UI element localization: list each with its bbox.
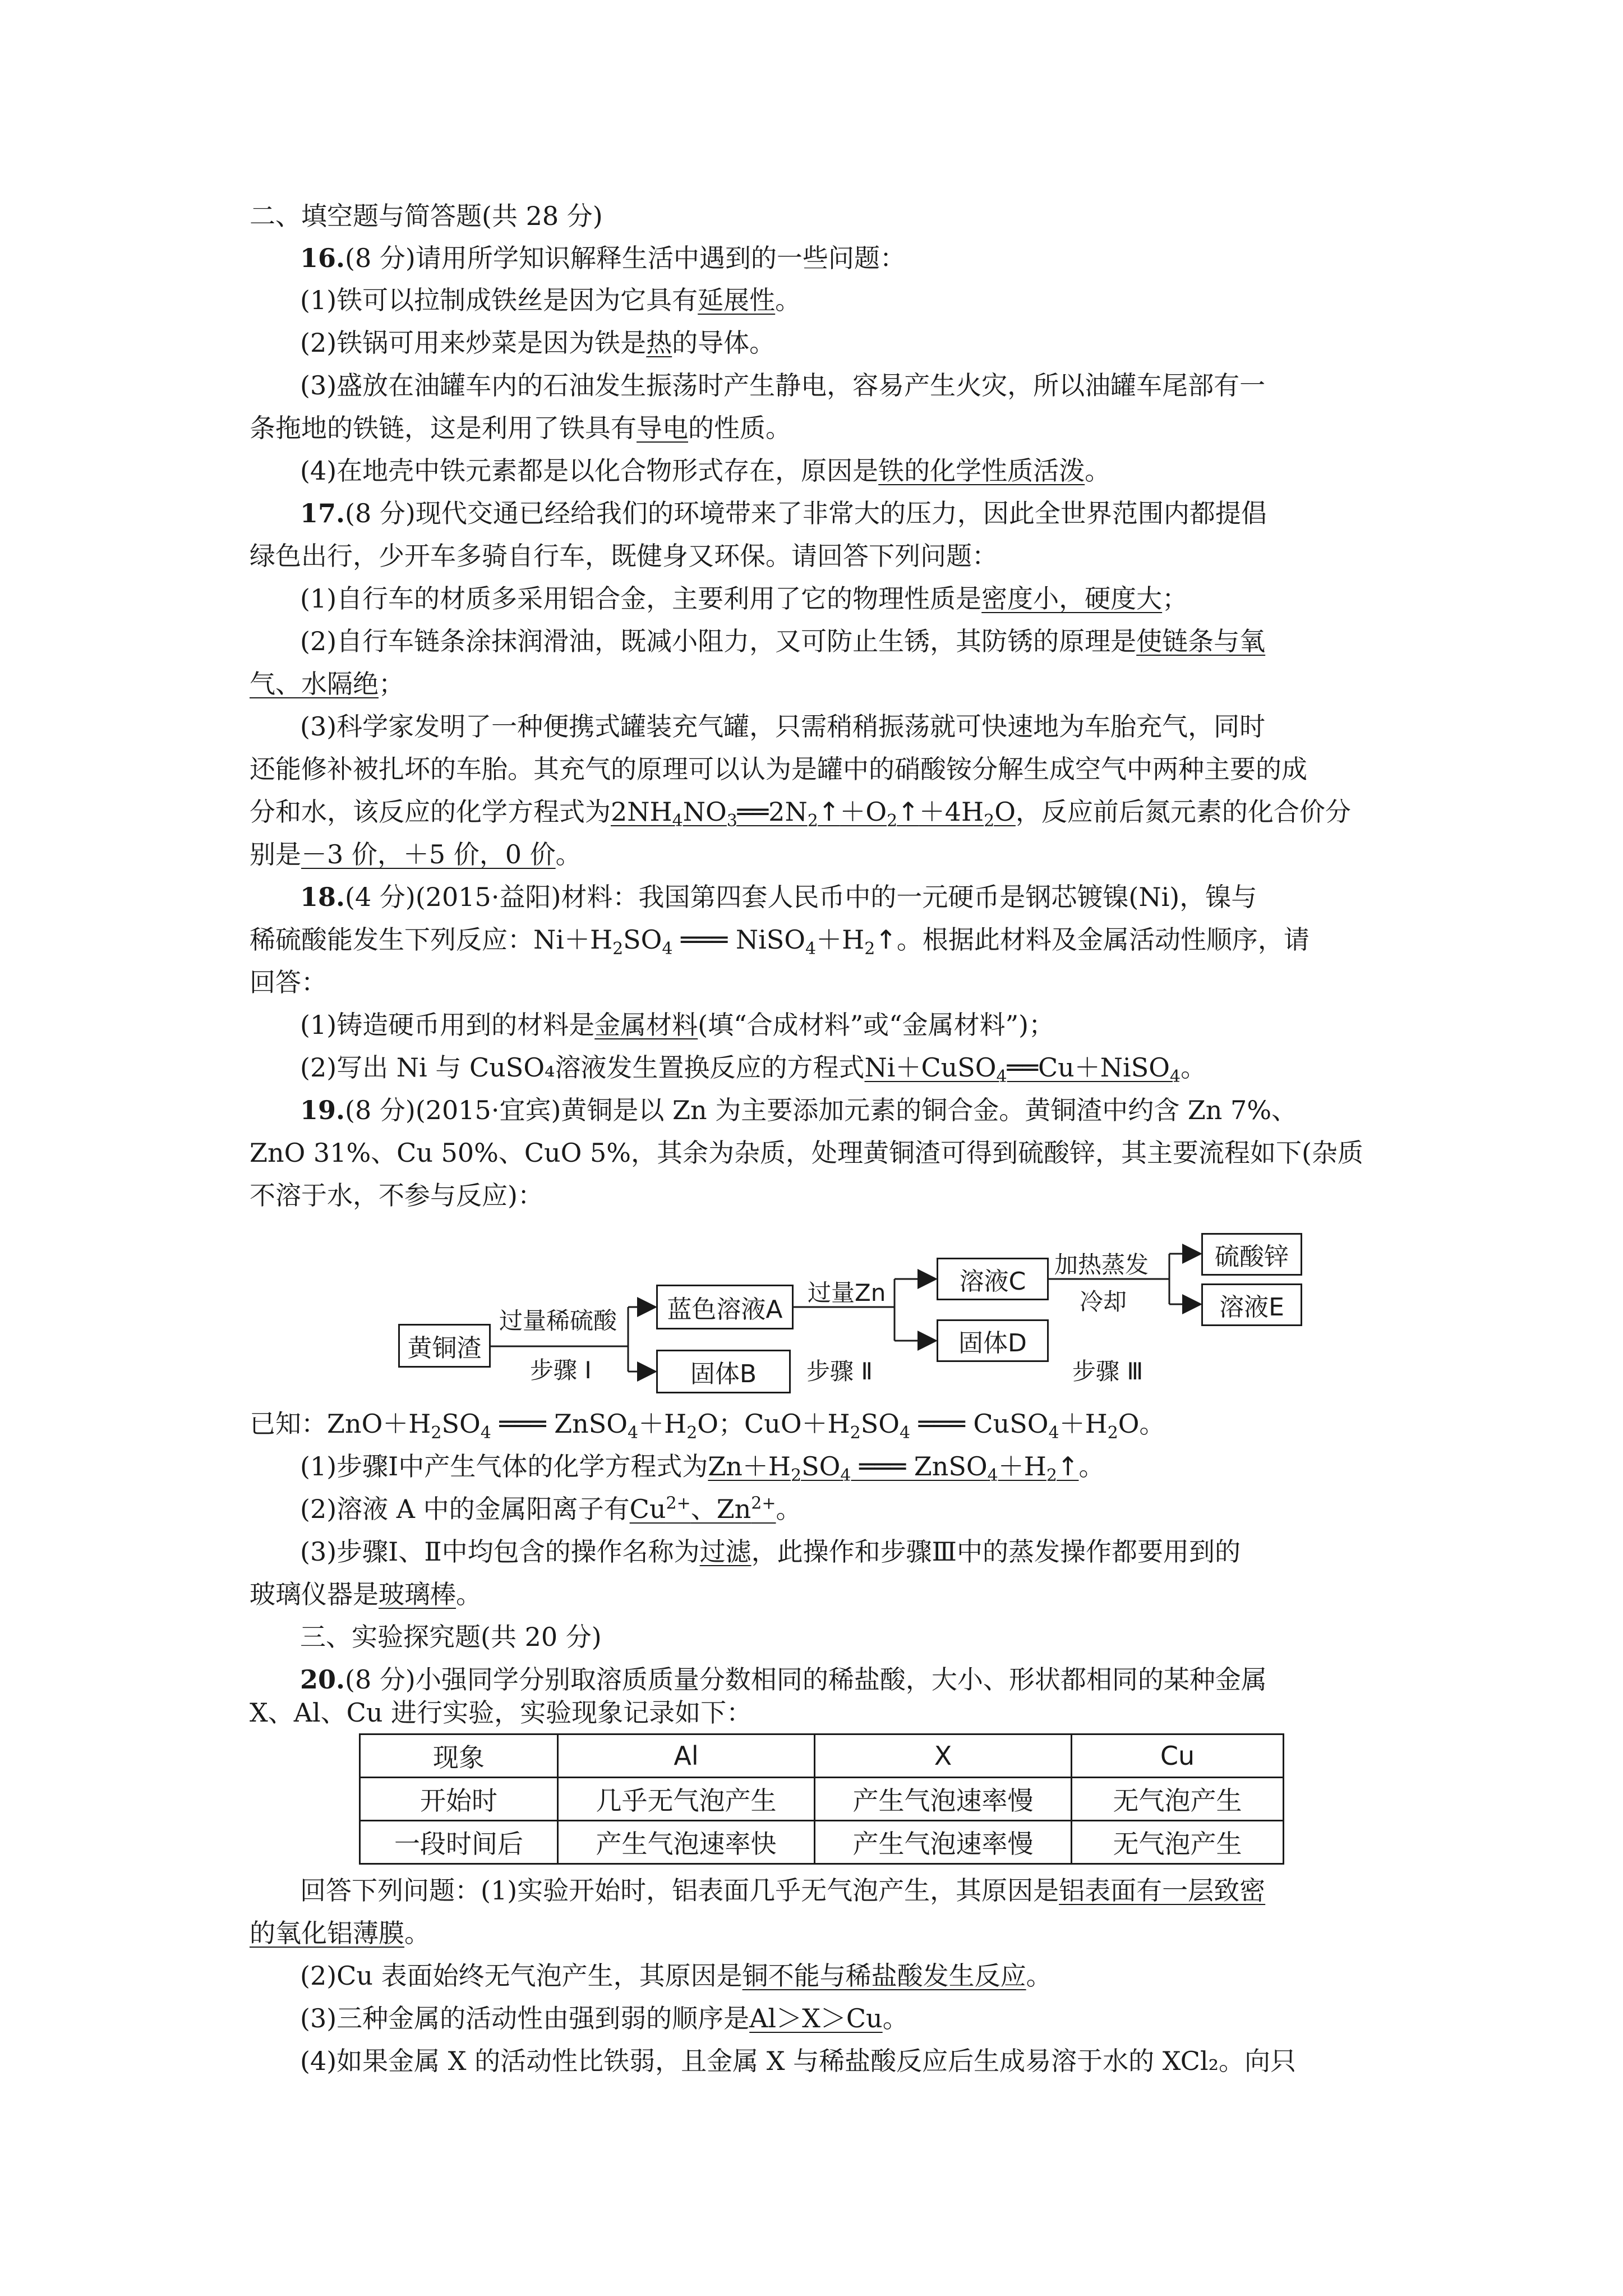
answer: 铝表面有一层致密: [1059, 1875, 1266, 1906]
part-text: ，此操作和步骤Ⅲ中的蒸发操作都要用到的: [751, 1536, 1241, 1567]
part-text: (填“合成材料”或“金属材料”)；: [698, 1010, 1055, 1040]
part-text: 的性质。: [688, 413, 791, 443]
operation-label-heat: 加热蒸发: [1054, 1251, 1149, 1278]
reagent-label-1: 过量稀硫酸: [499, 1307, 617, 1335]
question-19-stem-2: [250, 1134, 1394, 1171]
part-text: ，反应前后氮元素的化合价分: [1015, 797, 1351, 827]
node-solid-b: [656, 1350, 791, 1393]
q16-part-1: [300, 282, 1444, 319]
question-number: 20.: [300, 1664, 345, 1695]
q19-part-3-line2: [250, 1576, 1394, 1613]
node-product: [1201, 1233, 1302, 1276]
step-label-3: 步骤 Ⅲ: [1072, 1358, 1144, 1385]
answer: 铜不能与稀盐酸发生反应: [742, 1961, 1026, 1991]
q16-part-3-line1: [300, 367, 1444, 404]
step-label-1: 步骤 Ⅰ: [530, 1356, 592, 1384]
part-text: (1)铁可以拉制成铁丝是因为它具有: [300, 285, 698, 315]
part-text: (4)如果金属 X 的活动性比铁弱，且金属 X 与稀盐酸反应后生成易溶于水的 XCl₂。向只: [300, 2046, 1297, 2076]
q20-part-3: [300, 2000, 1444, 2037]
question-text: 不溶于水，不参与反应)：: [250, 1180, 543, 1211]
table-header-row: [360, 1734, 1284, 1778]
question-16-stem: [300, 240, 1444, 277]
question-18-stem-3: [250, 964, 1394, 1001]
question-text: 回答：: [250, 967, 327, 997]
question-number: 18.: [300, 882, 345, 912]
node-solution-c: [937, 1258, 1049, 1300]
q16-part-4: [300, 452, 1444, 489]
q16-part-3-line2: [250, 409, 1394, 447]
part-text: (1)步骤Ⅰ中产生气体的化学方程式为: [300, 1451, 708, 1481]
node-label: 溶液E: [1219, 1293, 1284, 1322]
section-title: [300, 1618, 1444, 1655]
part-text: 。: [1085, 455, 1111, 486]
section-title-text: 二、填空题与简答题(共 28 分): [250, 201, 603, 231]
question-19-stem: [300, 1092, 1444, 1129]
observation-table: [359, 1733, 1284, 1865]
node-solution-a: [656, 1285, 794, 1329]
part-text: 条拖地的铁链，这是利用了铁具有: [250, 413, 637, 443]
part-text: 已知：: [250, 1409, 327, 1439]
table-row: [360, 1821, 1284, 1864]
question-19-stem-3: [250, 1177, 1394, 1214]
q17-part-3-line1: [300, 708, 1444, 745]
part-text: (2)溶液 A 中的金属阳离子有: [300, 1494, 630, 1524]
table-cell: 无气泡产生: [1072, 1821, 1284, 1864]
q20-part-1-line2: [250, 1915, 1394, 1952]
equation-answer: $2NH_4NO_3══2N_2↑+O_2↑+4H_2O$: [611, 797, 1016, 831]
question-number: 17.: [300, 498, 345, 528]
part-text: 别是: [250, 839, 301, 869]
part-text: 分和水，该反应的化学方程式为: [250, 797, 611, 827]
reaction-equation: $Ni+H_2SO_4$ ═══ $NiSO_4+H_2↑$: [533, 924, 897, 959]
question-20-stem-2: [250, 1694, 1394, 1731]
part-text: 。: [404, 1918, 430, 1948]
question-text: X、Al、Cu 进行实验，实验现象记录如下：: [250, 1697, 753, 1728]
section-title-text: 三、实验探究题(共 20 分): [300, 1622, 602, 1652]
part-text: (2)Cu 表面始终无气泡产生，其原因是: [300, 1961, 743, 1991]
node-solid-d: [937, 1319, 1049, 1362]
question-text: (8 分)现代交通已经给我们的环境带来了非常大的压力，因此全世界范围内都提倡: [345, 498, 1267, 528]
question-number: 19.: [300, 1095, 345, 1125]
node-start: [398, 1324, 491, 1368]
part-text: 。: [776, 1494, 802, 1524]
table-cell: 一段时间后: [360, 1821, 558, 1864]
part-text: (4)在地壳中铁元素都是以化合物形式存在，原因是: [300, 455, 879, 486]
part-text: (1)自行车的材质多采用铝合金，主要利用了它的物理性质是: [300, 583, 982, 614]
step-label-2: 步骤 Ⅱ: [806, 1358, 873, 1385]
table-header-cell: Al: [558, 1734, 815, 1778]
question-18-stem-2: [250, 921, 1394, 958]
node-label: 固体D: [958, 1329, 1027, 1358]
answer: 铁的化学性质活泼: [878, 455, 1085, 486]
question-17-stem: [300, 495, 1444, 532]
part-text: 。: [775, 285, 801, 315]
answer: 导电: [637, 413, 688, 443]
table-cell: 无气泡产生: [1072, 1778, 1284, 1821]
part-text: 。: [555, 839, 582, 869]
answer: 延展性: [698, 285, 776, 315]
part-text: (3)三种金属的活动性由强到弱的顺序是: [300, 2003, 750, 2033]
q18-part-2: [300, 1049, 1444, 1086]
answer: $Cu^{2+}$、$Zn^{2+}$: [629, 1493, 776, 1524]
q18-part-1: [300, 1006, 1444, 1043]
part-text: 。: [882, 2003, 909, 2033]
node-label: 硫酸锌: [1215, 1243, 1289, 1271]
answer: 金属材料: [594, 1010, 698, 1040]
table-cell: 开始时: [360, 1778, 558, 1821]
q17-part-1: [300, 580, 1444, 617]
question-text: 稀硫酸能发生下列反应：: [250, 924, 533, 955]
answer: 气、水隔绝: [250, 669, 379, 699]
node-label: 固体B: [690, 1360, 757, 1388]
part-text: (3)步骤Ⅰ、Ⅱ中均包含的操作名称为: [300, 1536, 700, 1567]
table-cell: 几乎无气泡产生: [558, 1778, 815, 1821]
question-text: (8 分)请用所学知识解释生活中遇到的一些问题：: [345, 243, 906, 273]
table-cell: 产生气泡速率慢: [815, 1821, 1072, 1864]
question-text: (8 分)(2015·宜宾)黄铜是以 Zn 为主要添加元素的铜合金。黄铜渣中约含 Zn 7%、: [345, 1095, 1298, 1125]
part-text: 玻璃仪器是: [250, 1579, 379, 1609]
q17-part-3-line2: [250, 751, 1394, 788]
q17-part-2-line1: [300, 623, 1444, 660]
question-text: 。根据此材料及金属活动性顺序，请: [896, 924, 1310, 955]
answer: 过滤: [699, 1536, 751, 1567]
part-text: (2)写出 Ni 与 CuSO₄溶液发生置换反应的方程式: [300, 1052, 865, 1083]
part-text: (3)盛放在油罐车内的石油发生振荡时产生静电，容易产生火灾，所以油罐车尾部有一: [300, 370, 1266, 401]
node-solution-e: [1201, 1283, 1302, 1326]
q19-known: [250, 1405, 1394, 1442]
answer: Al＞X＞Cu: [749, 2003, 883, 2033]
part-text: ；: [379, 669, 404, 699]
answer: 密度小，硬度大: [981, 583, 1163, 614]
operation-label-cool: 冷却: [1080, 1288, 1127, 1315]
question-text: 绿色出行，少开车多骑自行车，既健身又环保。请回答下列问题：: [250, 541, 998, 571]
question-20-stem: [300, 1661, 1444, 1698]
part-text: 回答下列问题：(1)实验开始时，铝表面几乎无气泡产生，其原因是: [300, 1875, 1059, 1906]
process-flow-diagram: [393, 1223, 1346, 1414]
answer: －3 价，＋5 价，0 价: [301, 839, 556, 869]
question-text: (8 分)小强同学分别取溶质质量分数相同的稀盐酸，大小、形状都相同的某种金属: [345, 1664, 1267, 1695]
part-text: (3)科学家发明了一种便携式罐装充气罐，只需稍稍振荡就可快速地为车胎充气，同时: [300, 711, 1266, 742]
part-text: (2)铁锅可用来炒菜是因为铁是: [300, 328, 647, 358]
answer: 玻璃棒: [379, 1579, 456, 1609]
q17-part-3-line3: [250, 793, 1394, 830]
q20-part-2: [300, 1957, 1444, 1994]
reagent-label-2: 过量Zn: [808, 1279, 886, 1306]
table-header-cell: X: [815, 1734, 1072, 1778]
question-17-stem-2: [250, 537, 1394, 574]
equation-answer: $Zn+H_2SO_4$ ═══ $ZnSO_4+H_2↑$: [708, 1451, 1079, 1486]
part-text: (2)自行车链条涂抹润滑油，既减小阻力，又可防止生锈，其防锈的原理是: [300, 626, 1137, 656]
q19-part-1: [300, 1448, 1444, 1485]
question-text: ZnO 31%、Cu 50%、CuO 5%，其余为杂质，处理黄铜渣可得到硫酸锌，其主要流程如下(杂质: [250, 1138, 1363, 1168]
table-cell: 产生气泡速率慢: [815, 1778, 1072, 1821]
q19-part-3-line1: [300, 1533, 1444, 1570]
q20-part-1-line1: [300, 1872, 1444, 1909]
answer: 热: [646, 328, 672, 358]
question-18-stem: [300, 878, 1444, 915]
node-label: 黄铜渣: [407, 1334, 482, 1363]
part-text: (1)铸造硬币用到的材料是: [300, 1010, 595, 1040]
part-text: 还能修补被扎坏的车胎。其充气的原理可以认为是罐中的硝酸铵分解生成空气中两种主要的成: [250, 754, 1307, 784]
question-number: 16.: [300, 243, 345, 273]
part-text: 。: [1078, 1451, 1105, 1481]
q17-part-3-line4: [250, 836, 1394, 873]
q19-part-2: [300, 1490, 1444, 1527]
answer: 的氧化铝薄膜: [250, 1918, 404, 1948]
table-header-cell: 现象: [360, 1734, 558, 1778]
q16-part-2: [300, 324, 1444, 361]
part-text: 。: [456, 1579, 482, 1609]
table-cell: 产生气泡速率快: [558, 1821, 815, 1864]
section-title: [250, 197, 1394, 234]
known-equations: $ZnO+H_2SO_4$ ═══ $ZnSO_4+H_2O$；$CuO+H_2SO_4$ ═══ $CuSO_4+H_2O$。: [327, 1409, 1165, 1443]
equation-answer: Ni＋CuSO$_4$══Cu＋NiSO$_4$: [864, 1052, 1181, 1087]
answer: 使链条与氧: [1136, 626, 1266, 656]
part-text: 的导体。: [672, 328, 776, 358]
q20-part-4: [300, 2042, 1444, 2079]
q17-part-2-line2: [250, 665, 1394, 702]
node-label: 蓝色溶液A: [667, 1295, 783, 1324]
part-text: ；: [1162, 583, 1188, 614]
part-text: 。: [1181, 1052, 1207, 1083]
node-label: 溶液C: [959, 1267, 1026, 1296]
question-text: (4 分)(2015·益阳)材料：我国第四套人民币中的一元硬币是钢芯镀镍(Ni)，镍与: [345, 882, 1257, 912]
table-header-cell: Cu: [1072, 1734, 1284, 1778]
part-text: 。: [1026, 1961, 1052, 1991]
table-row: [360, 1778, 1284, 1821]
